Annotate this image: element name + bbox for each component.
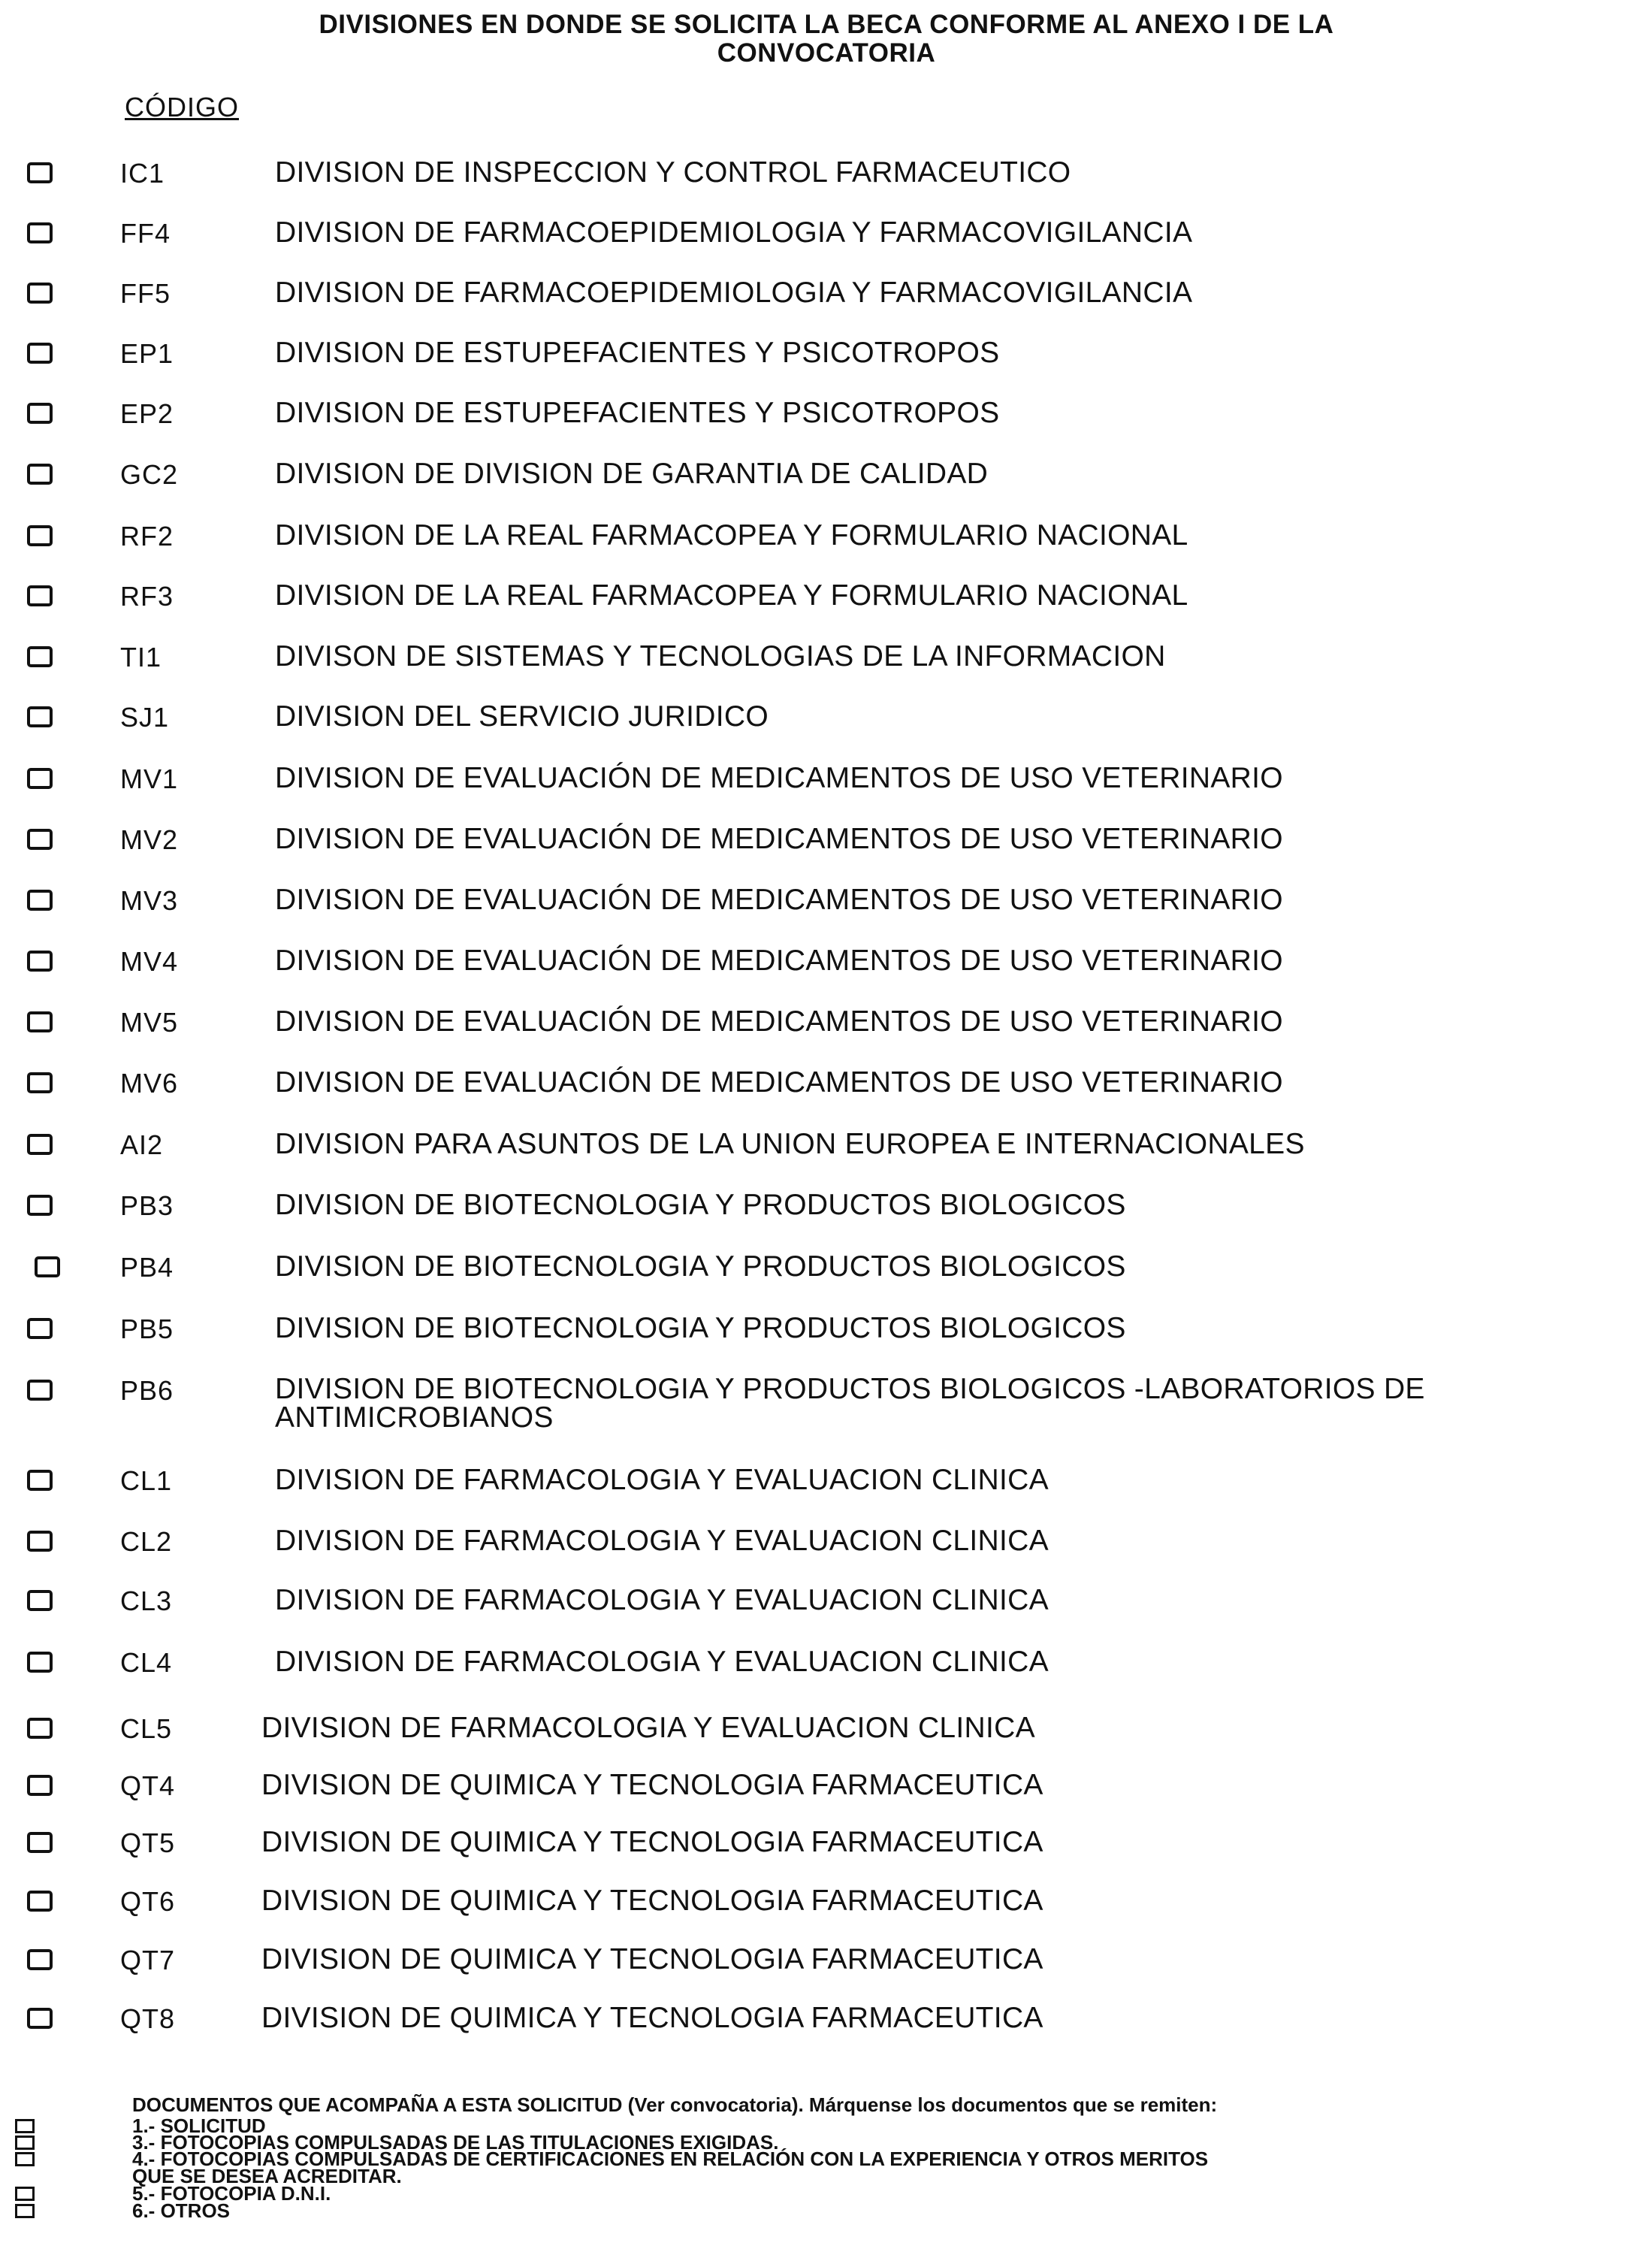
division-name: DIVISION DE EVALUACIÓN DE MEDICAMENTOS DE USO VETERINARIO: [275, 762, 1283, 794]
form-title: [180, 11, 1472, 68]
division-checkbox[interactable]: [27, 1318, 53, 1339]
division-checkbox[interactable]: [27, 1652, 53, 1673]
division-name: DIVISION DE BIOTECNOLOGIA Y PRODUCTOS BIOLOGICOS: [275, 1189, 1126, 1221]
division-code: MV6: [120, 1068, 179, 1099]
division-row: [0, 398, 1652, 443]
division-row: [0, 521, 1652, 566]
division-name: DIVISION DE QUIMICA Y TECNOLOGIA FARMACEUTICA: [261, 1943, 1043, 1975]
division-name: DIVISION DE QUIMICA Y TECNOLOGIA FARMACEUTICA: [261, 1826, 1043, 1858]
division-checkbox[interactable]: [27, 1470, 53, 1491]
document-checkbox[interactable]: [15, 2187, 35, 2201]
division-code: EP1: [120, 338, 174, 369]
division-code: RF3: [120, 581, 174, 612]
division-row: [0, 1647, 1652, 1692]
division-row: [0, 1375, 1652, 1450]
division-checkbox[interactable]: [27, 1011, 53, 1032]
document-checkbox[interactable]: [15, 2204, 35, 2218]
document-checkbox[interactable]: [15, 2119, 35, 2133]
division-row: [0, 763, 1652, 809]
division-code: FF4: [120, 218, 171, 249]
division-code: CL1: [120, 1465, 173, 1496]
division-code: CL4: [120, 1647, 173, 1678]
division-row: [0, 1585, 1652, 1631]
division-row: [0, 1190, 1652, 1235]
division-checkbox[interactable]: [27, 706, 53, 727]
division-row: [0, 946, 1652, 991]
division-checkbox[interactable]: [27, 525, 53, 546]
division-code: CL3: [120, 1585, 173, 1616]
division-name: DIVISION DE LA REAL FARMACOPEA Y FORMULARIO NACIONAL: [275, 519, 1188, 552]
division-checkbox[interactable]: [27, 162, 53, 183]
document-checkbox[interactable]: [15, 2136, 35, 2150]
document-item-label: QUE SE DESEA ACREDITAR.: [132, 2165, 402, 2187]
division-code: MV3: [120, 885, 179, 916]
division-code: PB3: [120, 1190, 174, 1221]
division-code: SJ1: [120, 702, 170, 733]
division-row: [0, 158, 1652, 203]
division-checkbox[interactable]: [27, 1134, 53, 1155]
division-checkbox[interactable]: [27, 1531, 53, 1552]
form-title-line-2: CONVOCATORIA: [717, 38, 936, 68]
division-code: RF2: [120, 521, 174, 552]
division-code: CL5: [120, 1713, 173, 1744]
division-code: MV5: [120, 1007, 179, 1038]
division-name: DIVISION DE FARMACOLOGIA Y EVALUACION CLINICA: [275, 1464, 1049, 1496]
division-checkbox[interactable]: [27, 1380, 53, 1401]
division-checkbox[interactable]: [27, 1832, 53, 1853]
division-checkbox[interactable]: [27, 768, 53, 789]
division-row: [0, 1886, 1652, 1931]
division-name: DIVISION DE EVALUACIÓN DE MEDICAMENTOS DE USO VETERINARIO: [275, 945, 1283, 977]
division-row: [0, 1465, 1652, 1510]
division-name: DIVISION DE EVALUACIÓN DE MEDICAMENTOS DE USO VETERINARIO: [275, 823, 1283, 855]
division-code: MV4: [120, 946, 179, 977]
division-row: [0, 1713, 1652, 1758]
division-code: QT8: [120, 2003, 176, 2034]
division-name: DIVISION DE BIOTECNOLOGIA Y PRODUCTOS BIOLOGICOS: [275, 1312, 1126, 1344]
division-checkbox[interactable]: [27, 464, 53, 485]
division-checkbox[interactable]: [27, 222, 53, 243]
division-checkbox[interactable]: [27, 829, 53, 850]
division-checkbox[interactable]: [27, 343, 53, 364]
division-code: EP2: [120, 398, 174, 429]
division-code: IC1: [120, 158, 165, 189]
division-name: DIVISION DE EVALUACIÓN DE MEDICAMENTOS DE USO VETERINARIO: [275, 884, 1283, 916]
division-name: DIVISION DE FARMACOLOGIA Y EVALUACION CLINICA: [275, 1525, 1049, 1557]
division-checkbox[interactable]: [27, 646, 53, 667]
division-row: [0, 702, 1652, 747]
document-item-label: 4.- FOTOCOPIAS COMPULSADAS DE CERTIFICACIONES EN RELACIÓN CON LA EXPERIENCIA Y OTROS MERITOS: [132, 2148, 1209, 2170]
division-row: [0, 1827, 1652, 1873]
division-name: DIVISION DE BIOTECNOLOGIA Y PRODUCTOS BIOLOGICOS: [275, 1250, 1126, 1283]
document-item-label: 3.- FOTOCOPIAS COMPULSADAS DE LAS TITULACIONES EXIGIDAS.: [132, 2131, 779, 2154]
division-checkbox[interactable]: [27, 1891, 53, 1912]
division-checkbox[interactable]: [27, 1718, 53, 1739]
division-checkbox[interactable]: [27, 1590, 53, 1611]
division-row: [0, 1313, 1652, 1359]
division-code: QT4: [120, 1770, 176, 1801]
division-name: DIVISION DE QUIMICA Y TECNOLOGIA FARMACEUTICA: [261, 2002, 1043, 2034]
division-name: DIVISION DE EVALUACIÓN DE MEDICAMENTOS DE USO VETERINARIO: [275, 1005, 1283, 1038]
division-name: DIVISION DE FARMACOLOGIA Y EVALUACION CLINICA: [261, 1712, 1035, 1744]
division-name: DIVISION DE INSPECCION Y CONTROL FARMACEUTICO: [275, 156, 1071, 189]
division-row: [0, 338, 1652, 383]
division-checkbox[interactable]: [27, 1072, 53, 1093]
division-row: [0, 1129, 1652, 1174]
division-name: DIVISION DE FARMACOLOGIA Y EVALUACION CLINICA: [275, 1584, 1049, 1616]
code-column-header: CÓDIGO: [125, 92, 240, 122]
document-item-label: 6.- OTROS: [132, 2199, 231, 2222]
division-name: DIVISION DEL SERVICIO JURIDICO: [275, 700, 769, 733]
division-row: [0, 218, 1652, 263]
division-code: MV2: [120, 824, 179, 855]
division-code: AI2: [120, 1129, 164, 1160]
division-row: [0, 1945, 1652, 1990]
document-item-label: 1.- SOLICITUD: [132, 2114, 266, 2137]
division-name: DIVISON DE SISTEMAS Y TECNOLOGIAS DE LA INFORMACION: [275, 640, 1166, 673]
document-item-label: 5.- FOTOCOPIA D.N.I.: [132, 2182, 331, 2205]
division-name: DIVISION DE ESTUPEFACIENTES Y PSICOTROPOS: [275, 337, 1000, 369]
division-row: [0, 1007, 1652, 1052]
division-name: DIVISION DE FARMACOEPIDEMIOLOGIA Y FARMACOVIGILANCIA: [275, 277, 1193, 309]
division-name: DIVISION DE QUIMICA Y TECNOLOGIA FARMACEUTICA: [261, 1769, 1043, 1801]
division-code: TI1: [120, 642, 162, 673]
division-name: DIVISION DE EVALUACIÓN DE MEDICAMENTOS DE USO VETERINARIO: [275, 1066, 1283, 1099]
division-checkbox[interactable]: [27, 1949, 53, 1970]
division-code: FF5: [120, 278, 171, 309]
documents-heading: DOCUMENTOS QUE ACOMPAÑA A ESTA SOLICITUD (Ver convocatoria). Márquense los documentos que se remiten:: [132, 2093, 1218, 2116]
division-name: DIVISION DE FARMACOEPIDEMIOLOGIA Y FARMACOVIGILANCIA: [275, 216, 1193, 249]
division-checkbox[interactable]: [27, 403, 53, 424]
division-row: [0, 1770, 1652, 1815]
division-name: DIVISION DE LA REAL FARMACOPEA Y FORMULARIO NACIONAL: [275, 579, 1188, 612]
form-title-line-1: DIVISIONES EN DONDE SE SOLICITA LA BECA CONFORME AL ANEXO I DE LA: [319, 10, 1334, 39]
division-name: DIVISION DE BIOTECNOLOGIA Y PRODUCTOS BIOLOGICOS -LABORATORIOS DE ANTIMICROBIANOS: [275, 1373, 1425, 1434]
division-code: PB4: [120, 1252, 174, 1283]
division-code: QT5: [120, 1827, 176, 1858]
document-checkbox[interactable]: [15, 2152, 35, 2166]
division-checkbox[interactable]: [27, 585, 53, 606]
division-row: [0, 2003, 1652, 2048]
division-code: QT7: [120, 1945, 176, 1975]
division-code: PB6: [120, 1375, 174, 1406]
division-code: PB5: [120, 1313, 174, 1344]
division-checkbox[interactable]: [27, 2008, 53, 2029]
division-row: [0, 824, 1652, 869]
division-row: [0, 278, 1652, 323]
division-checkbox[interactable]: [27, 951, 53, 972]
division-row: [0, 1068, 1652, 1113]
division-name: DIVISION DE FARMACOLOGIA Y EVALUACION CLINICA: [275, 1646, 1049, 1678]
division-checkbox[interactable]: [35, 1256, 60, 1277]
division-code: MV1: [120, 763, 179, 794]
division-code: GC2: [120, 459, 179, 490]
division-checkbox[interactable]: [27, 283, 53, 304]
division-name: DIVISION DE DIVISION DE GARANTIA DE CALIDAD: [275, 458, 989, 490]
division-name: DIVISION DE QUIMICA Y TECNOLOGIA FARMACEUTICA: [261, 1885, 1043, 1917]
division-row: [0, 642, 1652, 687]
division-code: CL2: [120, 1526, 173, 1557]
division-checkbox[interactable]: [27, 1775, 53, 1796]
division-name: DIVISION DE ESTUPEFACIENTES Y PSICOTROPOS: [275, 397, 1000, 429]
division-row: [0, 459, 1652, 504]
division-code: QT6: [120, 1886, 176, 1917]
division-name: DIVISION PARA ASUNTOS DE LA UNION EUROPEA E INTERNACIONALES: [275, 1128, 1305, 1160]
division-row: [0, 885, 1652, 930]
division-row: [0, 1252, 1652, 1297]
division-checkbox[interactable]: [27, 890, 53, 911]
division-row: [0, 1526, 1652, 1571]
division-row: [0, 581, 1652, 626]
division-checkbox[interactable]: [27, 1195, 53, 1216]
